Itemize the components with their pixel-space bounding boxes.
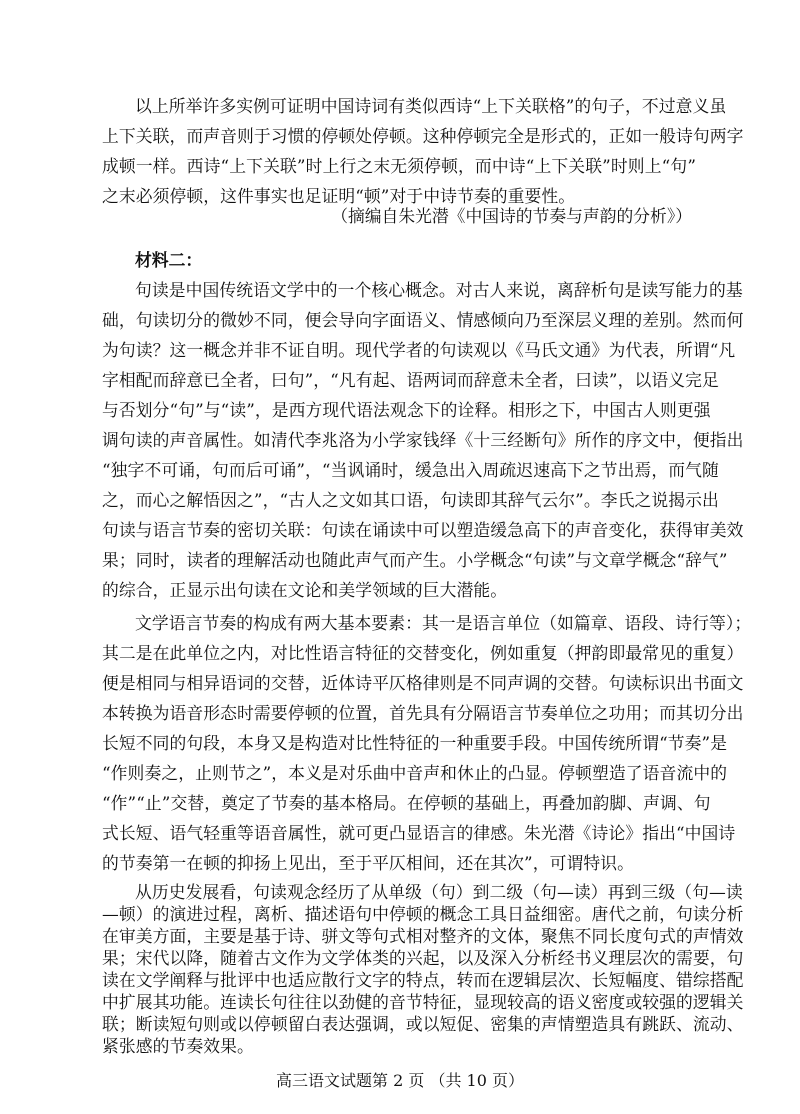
text-line: “作则奏之，止则节之”，本义是对乐曲中音声和休止的凸显。停顿塑造了语音流中的	[102, 763, 728, 783]
text-line: 础，句读切分的微妙不同，便会导向字面语义、情感倾向乃至深层义理的差别。然而何	[102, 310, 744, 330]
section-heading: 材料二：	[135, 250, 203, 270]
text-line: 在审美方面，主要是基于诗、骈文等句式相对整齐的文体，聚焦不同长度句式的声情效	[102, 926, 744, 946]
text-line: 为句读？这一概念并非不证自明。现代学者的句读观以《马氏文通》为代表，所谓“凡	[102, 340, 736, 360]
source-citation: （摘编自朱光潜《中国诗的节奏与声韵的分析》）	[331, 206, 692, 226]
text-line: “独字不可诵，句而后可诵”，“当讽诵时，缓急出入周疏迟速高下之节出焉，而气随	[102, 460, 719, 480]
text-line: 紧张感的节奏效果。	[102, 1036, 254, 1056]
text-line: 果；同时，读者的理解活动也随此声气而产生。小学概念“句读”与文章学概念“辞气”	[102, 550, 728, 570]
text-line: 从历史发展看，句读观念经历了从单级（句）到二级（句—读）再到三级（句—读	[135, 882, 743, 902]
text-line: 本转换为语音形态时需要停顿的位置，首先具有分隔语言节奏单位之功用；而其切分出	[102, 703, 744, 723]
text-line: 的节奏第一在顿的抑扬上见出，至于平仄相间，还在其次”，可谓特识。	[102, 853, 634, 873]
text-line: 上下关联，而声音则于习惯的停顿处停顿。这种停顿完全是形式的，正如一般诗句两字	[102, 126, 744, 146]
text-line: 果；宋代以降，随着古文作为文学体类的兴起，以及深入分析经书义理层次的需要，句	[102, 948, 744, 968]
text-line: 调句读的声音属性。如清代李兆洛为小学家钱绎《十三经断句》所作的序文中，便指出	[102, 430, 744, 450]
text-line: 句读是中国传统语文学中的一个核心概念。对古人来说，离辞析句是读写能力的基	[135, 280, 743, 300]
text-line: 之，而心之解悟因之”，“古人之文如其口语，句读即其辞气云尔”。李氏之说揭示出	[102, 490, 719, 510]
text-line: 其二是在此单位之内，对比性语言特征的交替变化，例如重复（押韵即最常见的重复）	[102, 643, 744, 663]
text-line: 便是相同与相异语词的交替，近体诗平仄格律则是不同声调的交替。句读标识出书面文	[102, 673, 744, 693]
page-footer: 高三语文试题第 2 页 （共 10 页）	[276, 1071, 524, 1090]
text-line: 句读与语言节奏的密切关联：句读在诵读中可以塑造缓急高下的声音变化，获得审美效	[102, 520, 744, 540]
text-line: 联；断读短句则或以停顿留白表达强调，或以短促、密集的声情塑造具有跳跃、流动、	[102, 1014, 744, 1034]
text-line: 长短不同的句段，本身又是构造对比性特征的一种重要手段。中国传统所谓“节奏”是	[102, 733, 728, 753]
text-line: 式长短、语气轻重等语音属性，就可更凸显语言的律感。朱光潜《诗论》指出“中国诗	[102, 823, 736, 843]
text-line: 之末必须停顿，这件事实也足证明“顿”对于中诗节奏的重要性。	[102, 186, 576, 206]
text-line: 以上所举许多实例可证明中国诗词有类似西诗“上下关联格”的句子，不过意义虽	[135, 96, 727, 116]
text-line: 的综合，正显示出句读在文论和美学领域的巨大潜能。	[102, 580, 508, 600]
text-line: 读在文学阐释与批评中也适应散行文字的特点，转而在逻辑层次、长短幅度、错综搭配	[102, 970, 744, 990]
text-line: “作”“止”交替，奠定了节奏的基本格局。在停顿的基础上，再叠加韵脚、声调、句	[102, 793, 711, 813]
text-line: 与否划分“句”与“读”，是西方现代语法观念下的诠释。相形之下，中国古人则更强	[102, 400, 711, 420]
text-line: 成顿一样。西诗“上下关联”时上行之末无须停顿，而中诗“上下关联”时则上“句”	[102, 156, 696, 176]
text-line: —顿）的演进过程，离析、描述语句中停顿的概念工具日益细密。唐代之前，句读分析	[102, 904, 744, 924]
text-line: 字相配而辞意已全者，曰句”，“凡有起、语两词而辞意未全者，曰读”，以语义完足	[102, 370, 719, 390]
text-line: 文学语言节奏的构成有两大基本要素：其一是语言单位（如篇章、语段、诗行等）；	[135, 613, 752, 633]
text-line: 中扩展其功能。连读长句往往以劲健的音节特征，显现较高的语义密度或较强的逻辑关	[102, 992, 744, 1012]
